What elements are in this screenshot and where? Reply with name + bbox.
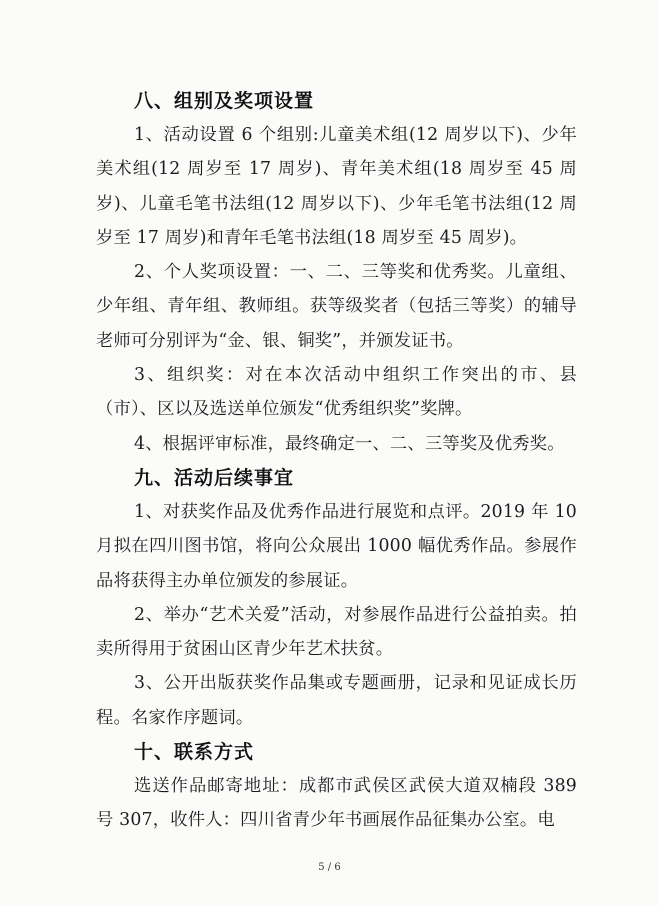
paragraph-groups: 1、活动设置 6 个组别:儿童美术组(12 周岁以下)、少年美术组(12 周岁至 17 周岁)、青年美术组(18 周岁至 45 周岁)、儿童毛笔书法组(12 周岁以下)、少年毛笔书法组(12 周岁至 17 周岁)和青年毛笔书法组(18 周岁至 45 周岁)。: [96, 125, 577, 248]
paragraph-publication: 3、公开出版获奖作品集或专题画册，记录和见证成长历程。名家作序题词。: [96, 673, 577, 728]
page-number: 5 / 6: [318, 862, 341, 873]
section-heading-follow-up: 九、活动后续事宜: [134, 466, 295, 489]
paragraph-individual-awards: 2、个人奖项设置：一、二、三等奖和优秀奖。儿童组、少年组、青年组、教师组。获等级奖者（包括三等奖）的辅导老师可分别评为“金、银、铜奖”，并颁发证书。: [96, 262, 577, 351]
paragraph-final-decision: 4、根据评审标准，最终确定一、二、三等奖及优秀奖。: [134, 433, 565, 454]
paragraph-charity-auction: 2、举办“艺术关爱”活动，对参展作品进行公益拍卖。拍卖所得用于贫困山区青少年艺术扶贫。: [96, 604, 577, 660]
paragraph-organization-award: 3、组织奖：对在本次活动中组织工作突出的市、县（市）、区以及选送单位颁发“优秀组织奖”奖牌。: [96, 365, 577, 420]
paragraph-exhibition: 1、对获奖作品及优秀作品进行展览和点评。2019 年 10 月拟在四川图书馆，将向公众展出 1000 幅优秀作品。参展作品将获得主办单位颁发的参展证。: [96, 501, 577, 591]
paragraph-mailing-address: 选送作品邮寄地址：成都市武侯区武侯大道双楠段 389 号 307，收件人：四川省青少年书画展作品征集办公室。电: [96, 776, 577, 831]
section-heading-awards: 八、组别及奖项设置: [134, 90, 315, 112]
section-heading-contact: 十、联系方式: [134, 741, 255, 764]
